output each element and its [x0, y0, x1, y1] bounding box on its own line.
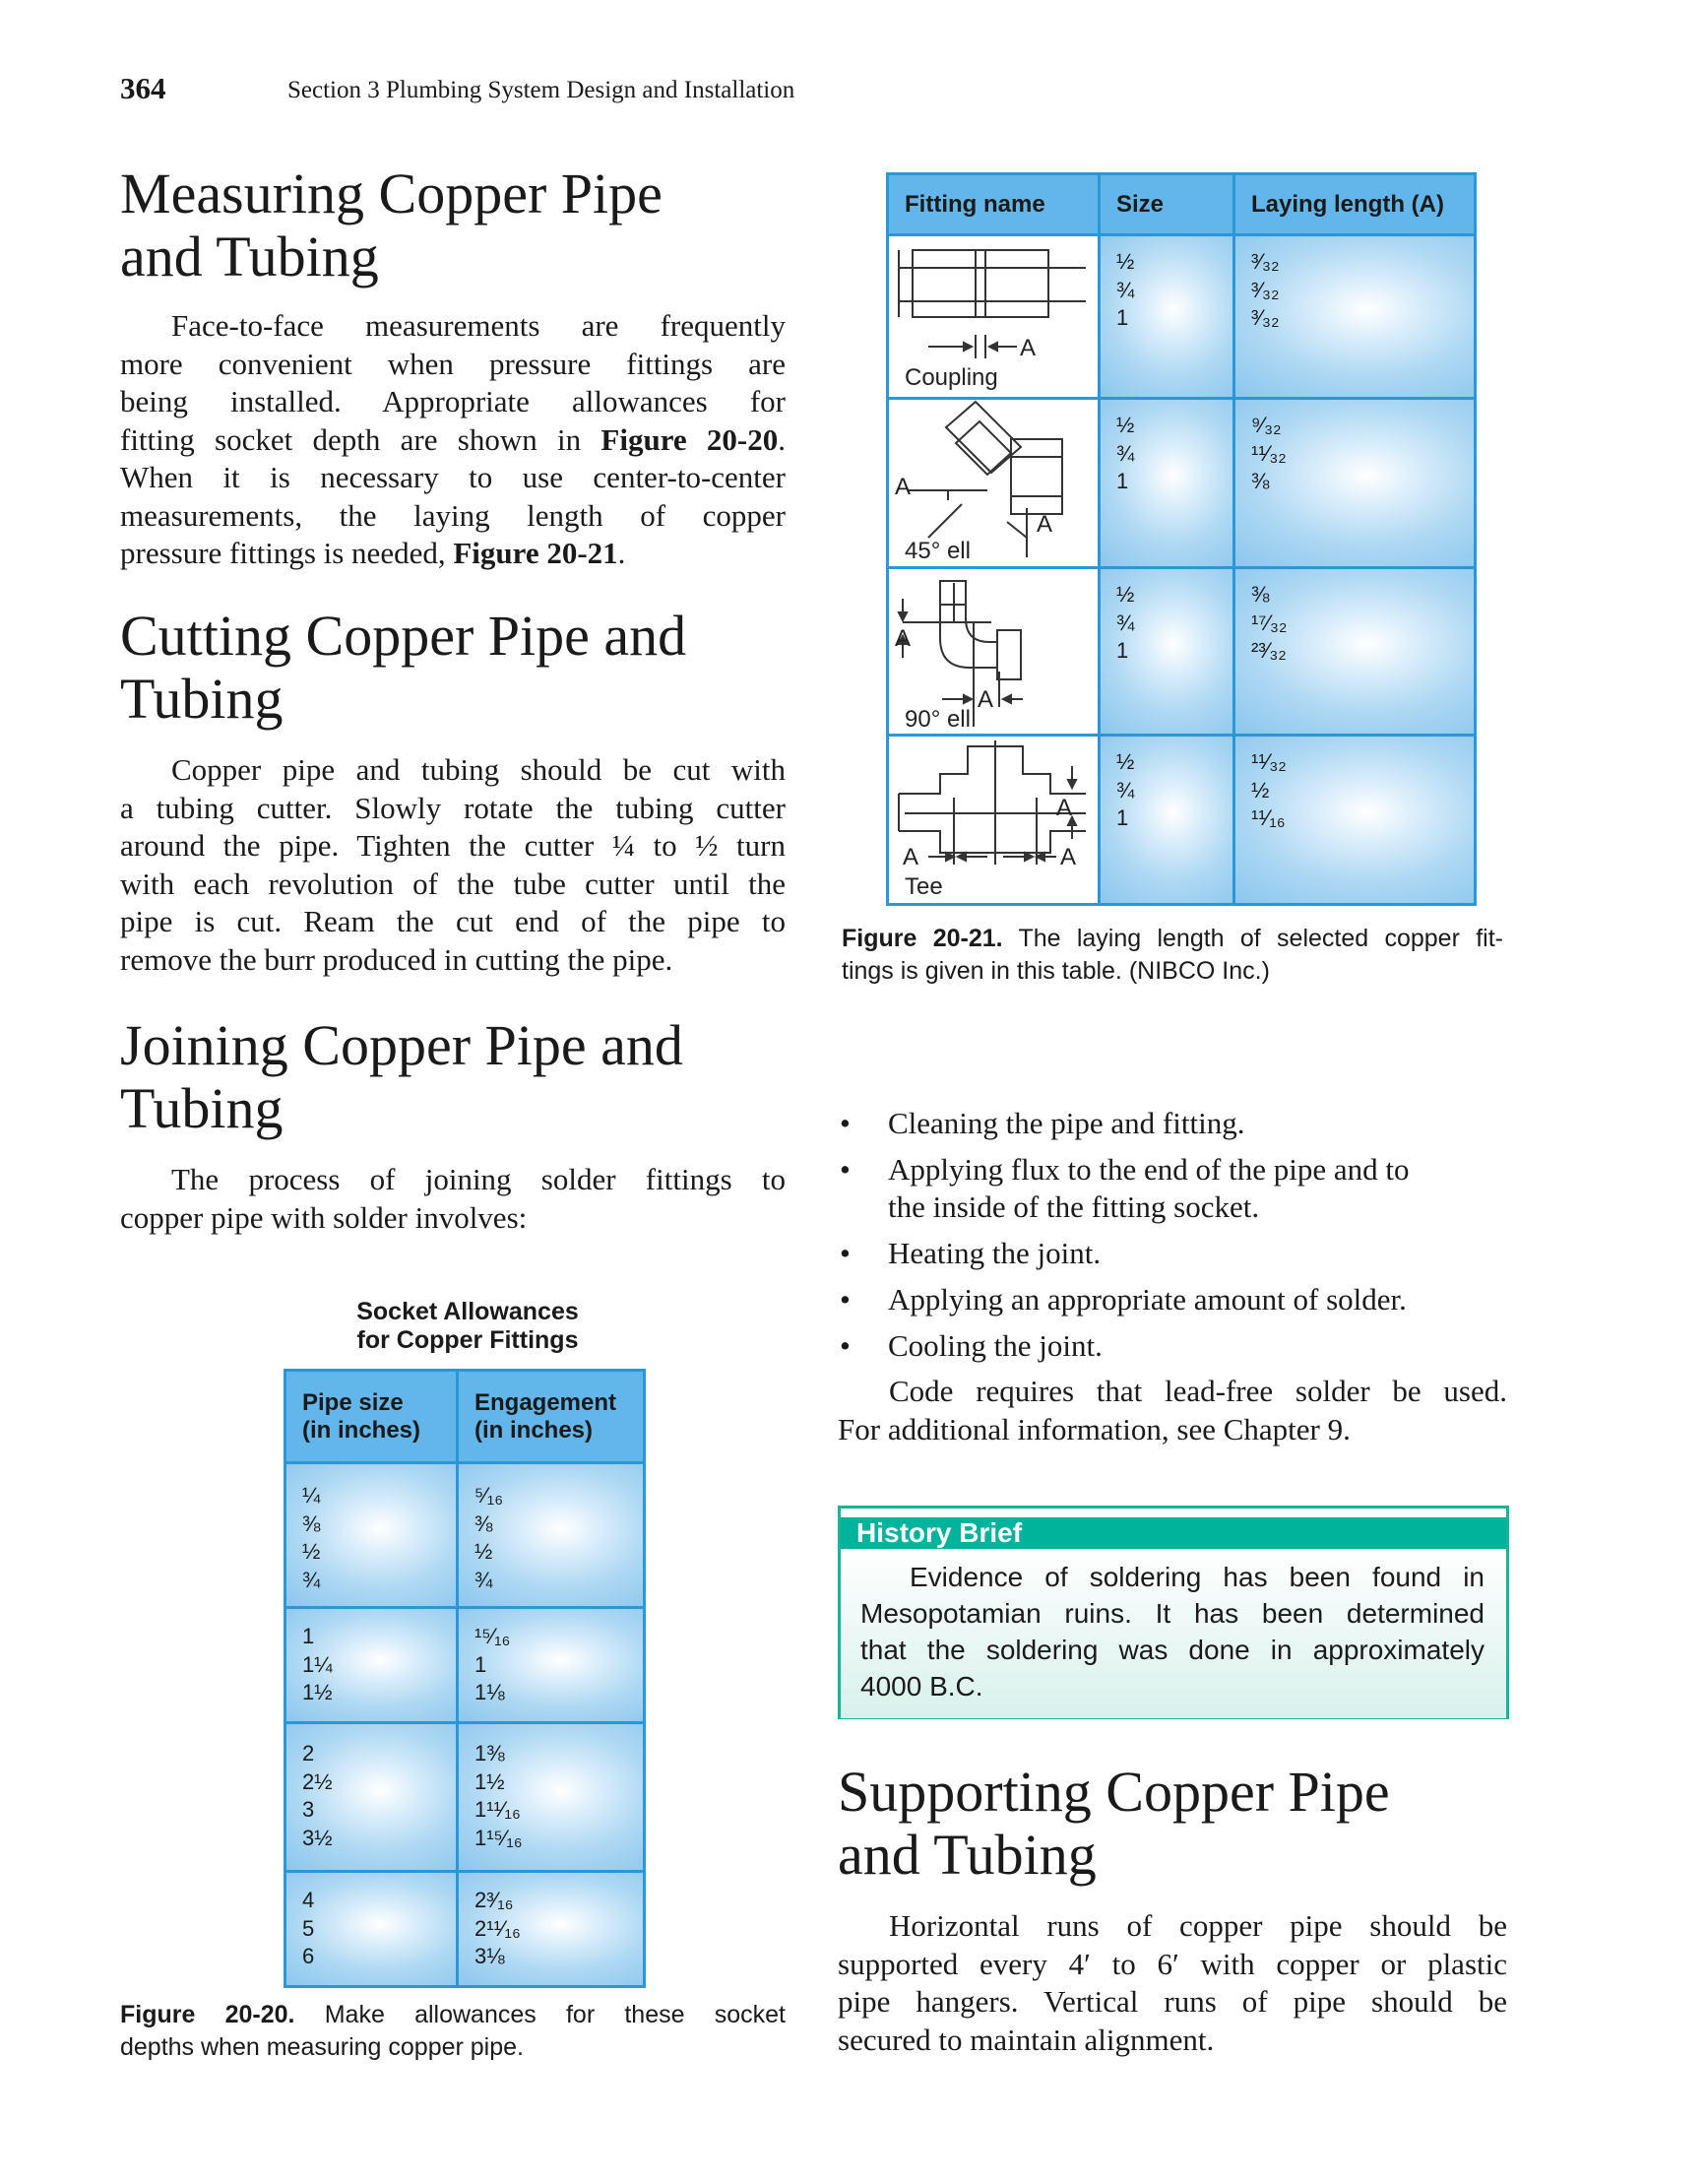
table-row — [888, 736, 1476, 905]
heading-line: Joining Copper Pipe and — [120, 1013, 683, 1077]
heading-line: and Tubing — [838, 1823, 1097, 1887]
figure-label: Figure 20-21. — [842, 925, 1003, 952]
size-cell: ½ ¾ 1 — [1100, 736, 1234, 905]
heading-line: Supporting Copper Pipe — [838, 1760, 1390, 1824]
size-cell: ¼ ⅜ ½ ¾ — [285, 1463, 458, 1608]
text-run: fitting socket depth are shown in — [120, 421, 601, 457]
table-row — [285, 1463, 645, 1608]
length-cell: ³⁄₃₂ ³⁄₃₂ ³⁄₃₂ — [1234, 235, 1476, 399]
text-line: When it is necessary to use center-to-center — [120, 460, 786, 494]
size-cell: 2 2½ 3 3½ — [285, 1723, 458, 1872]
column-header: Fitting name — [888, 174, 1100, 235]
caption-text: tings is given in this table. (NIBCO Inc.) — [842, 957, 1270, 985]
heading-measuring — [120, 162, 663, 289]
text-line: Face-to-face measurements are frequently — [171, 308, 786, 343]
table-row — [285, 1608, 645, 1723]
text-line: a tubing cutter. Slowly rotate the tubing cutter — [120, 790, 786, 825]
dimension-label: A — [978, 686, 994, 713]
column-header: Pipe size (in inches) — [285, 1371, 458, 1463]
heading-supporting — [838, 1761, 1390, 1887]
joining-steps-list — [838, 1105, 1507, 1365]
text-line: secured to maintain alignment. — [838, 2022, 1215, 2057]
fitting-diagram-cell — [888, 736, 1100, 905]
coupling-diagram — [889, 236, 1096, 394]
text-line: pipe is cut. Ream the cut end of the pipe to — [120, 904, 786, 938]
fitting-name: Tee — [905, 873, 943, 900]
list-item: • Applying an appropriate amount of solder. — [840, 1282, 1407, 1317]
title-line: Socket Allowances — [356, 1298, 579, 1325]
dimension-label: A — [1056, 795, 1073, 821]
running-header: Section 3 Plumbing System Design and Installation — [287, 77, 795, 103]
text-line: Evidence of soldering has been found in — [910, 1562, 1485, 1592]
text-line: around the pipe. Tighten the cutter ¼ to ½ turn — [120, 828, 786, 863]
dimension-label: A — [895, 474, 912, 500]
dimension-label: A — [1020, 335, 1037, 361]
column-header: Size — [1100, 174, 1234, 235]
table-row — [285, 1872, 645, 1987]
list-item: • Cooling the joint. — [840, 1328, 1103, 1363]
size-cell: 1 1¼ 1½ — [285, 1608, 458, 1723]
caption-text: Make allowances for these socket — [294, 2001, 786, 2028]
dimension-label: A — [1060, 844, 1077, 870]
title-line: for Copper Fittings — [356, 1326, 579, 1354]
page-number: 364 — [120, 71, 166, 105]
heading-line: Cutting Copper Pipe and — [120, 604, 687, 668]
text-line: with each revolution of the tube cutter until the — [120, 866, 786, 901]
socket-allowance-table — [284, 1369, 646, 1988]
dimension-label: A — [895, 625, 912, 652]
heading-cutting — [120, 605, 686, 731]
figure-reference: Figure 20-20 — [600, 421, 779, 457]
heading-line: and Tubing — [120, 225, 379, 289]
elbow-90-diagram — [889, 569, 1096, 731]
caption-text: The laying length of selected copper fit- — [1002, 925, 1503, 952]
text-line: copper pipe with solder involves: — [120, 1199, 528, 1235]
dimension-label: A — [903, 844, 919, 870]
dimension-label: A — [1037, 511, 1053, 538]
text-line: measurements, the laying length of copper — [120, 497, 786, 533]
code-paragraph — [838, 1373, 1507, 1448]
text-line: more convenient when pressure fittings are — [120, 346, 786, 381]
tee-diagram — [889, 737, 1096, 900]
heading-line: Tubing — [120, 1076, 284, 1140]
text-line: being installed. Appropriate allowances for — [120, 384, 786, 418]
size-cell: ½ ¾ 1 — [1100, 399, 1234, 568]
supporting-paragraph — [838, 1907, 1507, 2059]
fitting-name: Coupling — [905, 364, 998, 391]
heading-joining — [120, 1014, 683, 1140]
elbow-45-diagram — [889, 400, 1096, 563]
text-line: Copper pipe and tubing should be cut with — [171, 752, 786, 787]
list-item: • Heating the joint. — [840, 1236, 1102, 1270]
caption-text: depths when measuring copper pipe. — [120, 2033, 524, 2061]
fitting-diagram-cell — [888, 399, 1100, 568]
engagement-cell: 2³⁄₁₆ 2¹¹⁄₁₆ 3⅛ — [458, 1872, 645, 1987]
engagement-cell: ¹⁵⁄₁₆ 1 1⅛ — [458, 1608, 645, 1723]
column-header: Laying length (A) — [1234, 174, 1476, 235]
length-cell: ⁹⁄₃₂ ¹¹⁄₃₂ ⅜ — [1234, 399, 1476, 568]
engagement-cell: 1⅜ 1½ 1¹¹⁄₁₆ 1¹⁵⁄₁₆ — [458, 1723, 645, 1872]
history-brief-body — [841, 1549, 1506, 1718]
text-line: supported every 4′ to 6′ with copper or plastic — [838, 1946, 1507, 1981]
text-run: . — [617, 536, 626, 570]
text-run: . — [778, 421, 787, 457]
column-header: Engagement (in inches) — [458, 1371, 645, 1463]
list-item: • Applying flux to the end of the pipe and to the inside of the fitting socket. — [840, 1152, 1410, 1224]
size-cell: ½ ¾ 1 — [1100, 568, 1234, 736]
text-line: remove the burr produced in cutting the pipe. — [120, 941, 673, 977]
list-item: • Cleaning the pipe and fitting. — [840, 1106, 1245, 1140]
heading-line: Measuring Copper Pipe — [120, 161, 663, 225]
fitting-name: 45° ell — [905, 538, 971, 563]
table-row — [888, 568, 1476, 736]
text-line: Horizontal runs of copper pipe should be — [889, 1908, 1507, 1943]
joining-paragraph — [120, 1161, 786, 1237]
fitting-diagram-cell — [888, 235, 1100, 399]
text-line: Code requires that lead-free solder be used. — [889, 1374, 1507, 1408]
figure-reference: Figure 20-21 — [453, 536, 618, 570]
text-line: The process of joining solder fittings to — [171, 1162, 786, 1196]
cutting-paragraph — [120, 751, 786, 979]
table-row — [888, 235, 1476, 399]
text-line: For additional information, see Chapter 9. — [838, 1411, 1351, 1446]
text-line: pipe hangers. Vertical runs of pipe should be — [838, 1984, 1507, 2019]
size-cell: ½ ¾ 1 — [1100, 235, 1234, 399]
text-line: 4000 B.C. — [860, 1671, 983, 1702]
fitting-diagram-cell — [888, 568, 1100, 736]
size-cell: 4 5 6 — [285, 1872, 458, 1987]
text-run: pressure fittings is needed, — [120, 536, 454, 570]
length-cell: ¹¹⁄₃₂ ½ ¹¹⁄₁₆ — [1234, 736, 1476, 905]
fitting-name: 90° ell — [905, 706, 971, 731]
table-row — [888, 399, 1476, 568]
measuring-paragraph — [120, 307, 786, 573]
socket-table-title — [285, 1298, 650, 1355]
laying-length-table — [886, 172, 1477, 906]
table-row — [285, 1723, 645, 1872]
engagement-cell: ⁵⁄₁₆ ⅜ ½ ¾ — [458, 1463, 645, 1608]
history-brief-box — [838, 1506, 1509, 1719]
figure-label: Figure 20-20. — [120, 2001, 295, 2028]
text-line: that the soldering was done in approximately — [860, 1635, 1485, 1665]
heading-line: Tubing — [120, 667, 284, 731]
figure-20-21-caption — [842, 923, 1503, 988]
length-cell: ⅜ ¹⁷⁄₃₂ ²³⁄₃₂ — [1234, 568, 1476, 736]
text-line: Mesopotamian ruins. It has been determined — [860, 1598, 1485, 1629]
figure-20-20-caption — [120, 1999, 786, 2064]
history-brief-title: History Brief — [841, 1517, 1506, 1549]
